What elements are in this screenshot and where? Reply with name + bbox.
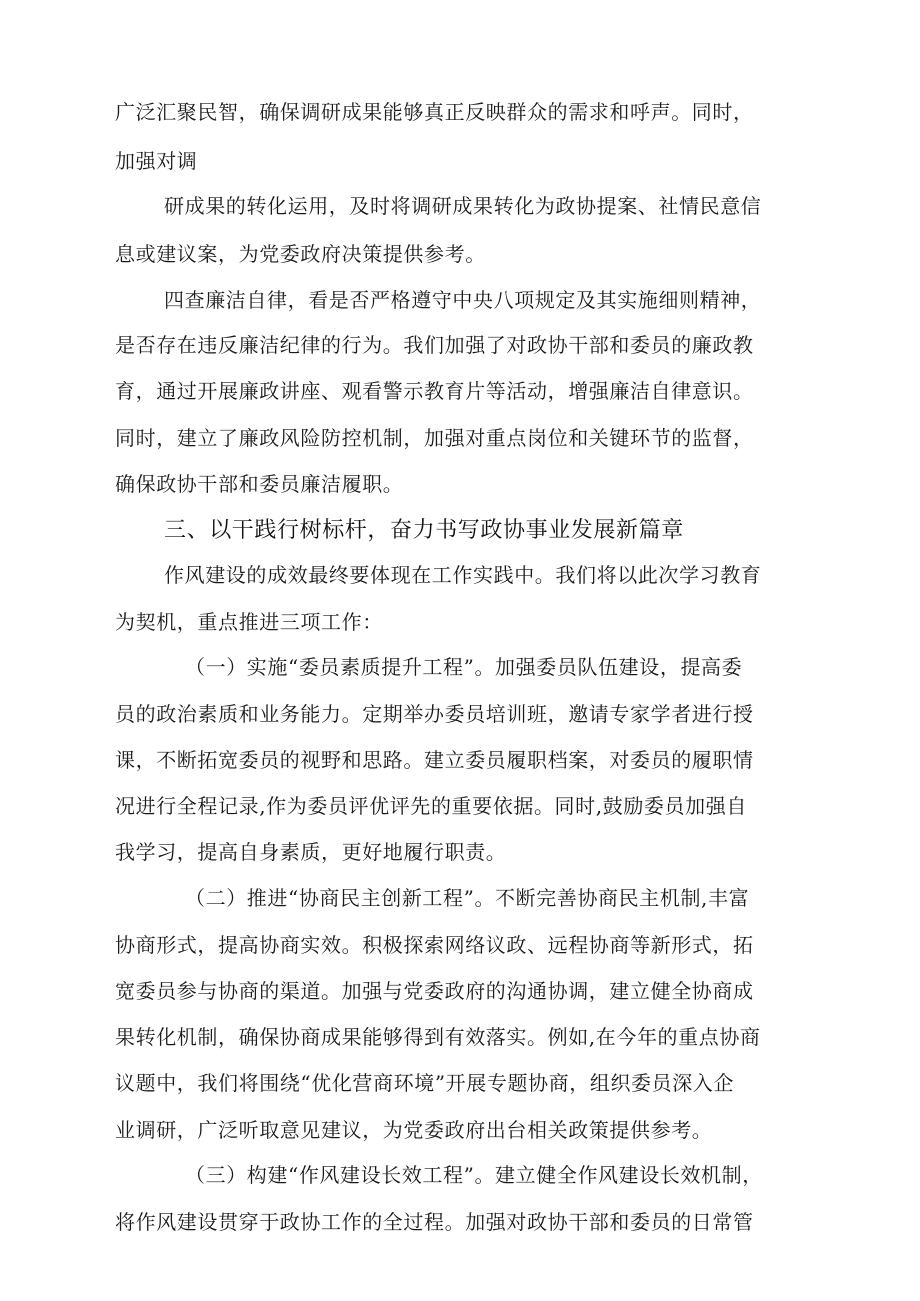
paragraph-line: 业调研，广泛听取意见建议，为党委政府出台相关政策提供参考。 xyxy=(115,1118,713,1142)
paragraph-line: 将作风建设贯穿于政协工作的全过程。加强对政协干部和委员的日常管 xyxy=(115,1210,754,1234)
paragraph-line: 议题中，我们将围绕“优化营商环境”开展专题协商，组织委员深入企 xyxy=(115,1071,735,1095)
paragraph-line: 协商形式，提高协商实效。积极探索网络议政、远程协商等新形式，拓 xyxy=(115,933,754,957)
paragraph-line: 加强对调 xyxy=(115,149,198,173)
paragraph-line: 我学习，提高自身素质，更好地履行职责。 xyxy=(115,840,507,864)
paragraph-line: （三）构建“作风建设长效工程”。建立健全作风建设长效机制， xyxy=(185,1163,763,1187)
paragraph-line: 四查廉洁自律，看是否严格遵守中央八项规定及其实施细则精神， xyxy=(164,288,762,312)
paragraph-line: （二）推进“协商民主创新工程”。不断完善协商民主机制,丰富 xyxy=(185,886,750,910)
paragraph-line: 员的政治素质和业务能力。定期举办委员培训班，邀请专家学者进行授 xyxy=(115,702,754,726)
paragraph-line: 育，通过开展廉政讲座、观看警示教育片等活动，增强廉洁自律意识。 xyxy=(115,379,754,403)
paragraph-line: 研成果的转化运用，及时将调研成果转化为政协提案、社情民意信 xyxy=(164,194,762,218)
paragraph-line: 课，不断拓宽委员的视野和思路。建立委员履职档案，对委员的履职情 xyxy=(115,748,754,772)
paragraph-line: 宽委员参与协商的渠道。加强与党委政府的沟通协调，建立健全协商成 xyxy=(115,979,754,1003)
paragraph-line: 况进行全程记录,作为委员评优评先的重要依据。同时,鼓励委员加强自 xyxy=(115,794,747,818)
paragraph-line: 广泛汇聚民智，确保调研成果能够真正反映群众的需求和呼声。同时， xyxy=(115,100,754,124)
section-heading: 三、以干践行树标杆，奋力书写政协事业发展新篇章 xyxy=(164,518,684,543)
paragraph-line: 作风建设的成效最终要体现在工作实践中。我们将以此次学习教育 xyxy=(164,563,762,587)
paragraph-line: （一）实施“委员素质提升工程”。加强委员队伍建设，提高委 xyxy=(185,655,743,679)
paragraph-line: 确保政协干部和委员廉洁履职。 xyxy=(115,472,404,496)
paragraph-line: 同时，建立了廉政风险防控机制，加强对重点岗位和关键环节的监督， xyxy=(115,426,754,450)
paragraph-line: 是否存在违反廉洁纪律的行为。我们加强了对政协干部和委员的廉政教 xyxy=(115,333,754,357)
paragraph-line: 为契机，重点推进三项工作： xyxy=(115,610,383,634)
paragraph-line: 果转化机制，确保协商成果能够得到有效落实。例如,在今年的重点协商 xyxy=(115,1025,761,1049)
paragraph-line: 息或建议案，为党委政府决策提供参考。 xyxy=(115,242,486,266)
